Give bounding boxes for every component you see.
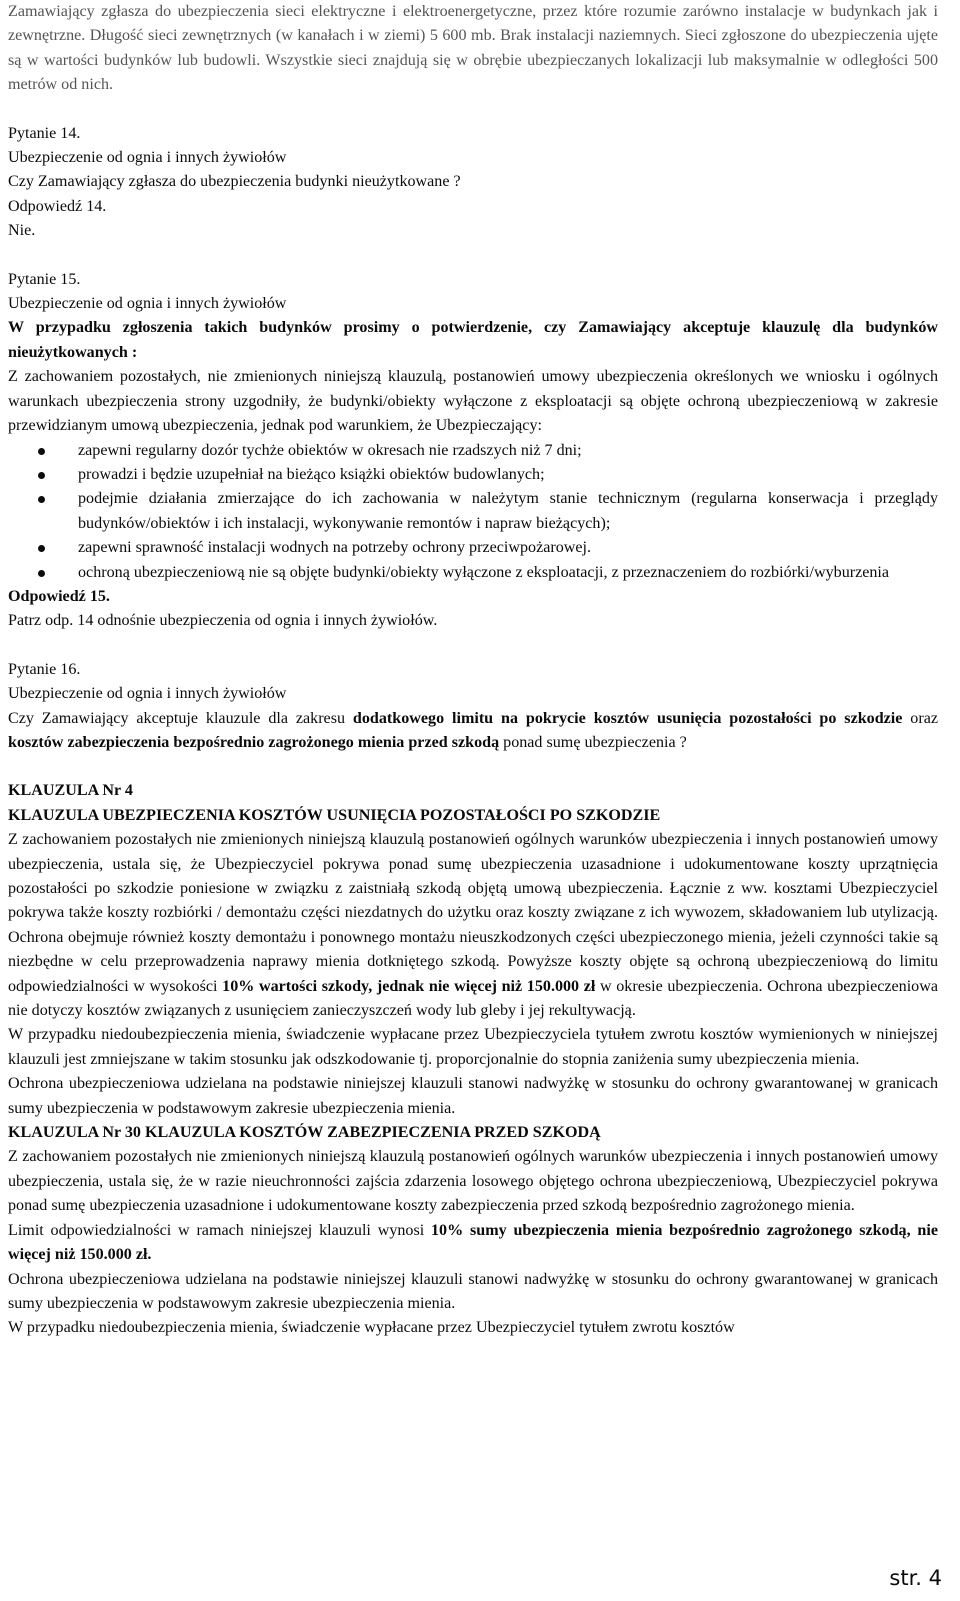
list-item: zapewni regularny dozór tychże obiektów w okresach nie rzadszych niż 7 dni; <box>78 439 938 463</box>
clause-title: KLAUZULA Nr 30 KLAUZULA KOSZTÓW ZABEZPIECZENIA PRZED SZKODĄ <box>8 1124 601 1142</box>
clause-30 <box>8 1121 938 1341</box>
clause-paragraph: W przypadku niedoubezpieczenia mienia, świadczenie wypłacane przez Ubezpieczyciel tytułem zwrotu kosztów <box>8 1319 735 1337</box>
text-run-bold: kosztów zabezpieczenia bezpośrednio zagrożonego mienia przed szkodą <box>8 733 500 751</box>
conditions-list <box>8 439 938 585</box>
spacer <box>8 755 938 779</box>
question-title: Pytanie 15. <box>8 270 81 288</box>
text-run: w okresie ubezpieczenia. Ochrona ubezpieczeniowa nie dotyczy kosztów związanych z usunięciem zanieczyszczeń wody lub gleby i jej rekultywacją. <box>8 977 938 1020</box>
text-run-bold: 10% wartości szkody, jednak nie więcej niż 150.000 zł <box>222 977 596 995</box>
question-15 <box>8 268 938 634</box>
page-number: str. 4 <box>889 1566 942 1590</box>
answer-text: Nie. <box>8 222 36 240</box>
clause-paragraph: Ochrona ubezpieczeniowa udzielana na podstawie niniejszej klauzuli stanowi nadwyżkę w stosunku do ochrony gwarantowanej w granicach sumy ubezpieczenia w podstawowym zakresie ubezpieczenia mienia. <box>8 1075 938 1117</box>
answer-title: Odpowiedź 14. <box>8 197 107 215</box>
question-title: Pytanie 16. <box>8 660 81 678</box>
question-text: W przypadku zgłoszenia takich budynków prosimy o potwierdzenie, czy Zamawiający akceptuje klauzulę dla budynków nieużytkowanych : <box>8 319 938 361</box>
text-run-bold: 10% sumy ubezpieczenia mienia bezpośrednio zagrożonego szkodą, nie więcej niż 150.000 zł. <box>8 1221 938 1264</box>
clause-paragraph: Ochrona ubezpieczeniowa udzielana na podstawie niniejszej klauzuli stanowi nadwyżkę w stosunku do ochrony gwarantowanej w granicach sumy ubezpieczenia w podstawowym zakresie ubezpieczenia mienia. <box>8 1270 938 1312</box>
spacer <box>8 634 938 658</box>
clause-paragraph: W przypadku niedoubezpieczenia mienia, świadczenie wypłacane przez Ubezpieczyciela tytułem zwrotu kosztów wymienionych w niniejszej klauzuli jest zmniejszane w takim stosunku jak odszkodowanie tj. proporcjonalnie do stopnia zaniżenia sumy ubezpieczenia mienia. <box>8 1026 938 1068</box>
text-run: oraz <box>902 709 939 727</box>
question-section: Ubezpieczenie od ognia i innych żywiołów <box>8 295 287 313</box>
question-14 <box>8 122 938 244</box>
list-item: prowadzi i będzie uzupełniał na bieżąco książki obiektów budowlanych; <box>78 463 938 487</box>
clause-number: KLAUZULA Nr 4 <box>8 782 133 800</box>
question-body: Z zachowaniem pozostałych, nie zmienionych niniejszą klauzulą, postanowień umowy ubezpieczenia określonych we wniosku i ogólnych warunkach ubezpieczenia strony uzgodniły, że budynki/obiekty wyłączone z eksploatacji są objęte ochroną ubezpieczeniową w zakresie przewidzianym umową ubezpieczenia, jednak pod warunkiem, że Ubezpieczający: <box>8 368 938 435</box>
list-item: ochroną ubezpieczeniową nie są objęte budynki/obiekty wyłączone z eksploatacji, z przeznaczeniem do rozbiórki/wyburzenia <box>78 561 938 585</box>
clause-paragraph <box>8 1219 938 1268</box>
question-title: Pytanie 14. <box>8 124 81 142</box>
list-item: podejmie działania zmierzające do ich zachowania w należytym stanie technicznym (regularna konserwacja i przeglądy budynków/obiektów i ich instalacji, wykonywanie remontów i napraw bieżących); <box>78 487 938 536</box>
question-text <box>8 707 938 756</box>
clause-title: KLAUZULA UBEZPIECZENIA KOSZTÓW USUNIĘCIA POZOSTAŁOŚCI PO SZKODZIE <box>8 806 661 824</box>
text-run: ponad sumę ubezpieczenia ? <box>499 733 687 751</box>
spacer <box>8 244 938 268</box>
question-16 <box>8 658 938 756</box>
text-run: Z zachowaniem pozostałych nie zmienionych niniejszą klauzulą postanowień ogólnych warunków ubezpieczenia i innych postanowień umowy ubezpieczenia, ustala się, że Ubezpieczyciel pokrywa ponad sumę ubezpieczenia uzasadnione i udokumentowane koszty uprzątnięcia pozostałości po szkodzie poniesione w związku z zaistniałą szkodą objętą umową ubezpieczenia. Łącznie z ww. kosztami Ubezpieczyciel pokrywa także koszty rozbiórki / demontażu części niezdatnych do użytku oraz koszty związane z ich wywozem, składowaniem lub utylizacją. Ochrona obejmuje również koszty demontażu i ponownego montażu nieuszkodzonych części ubezpieczonego mienia, jeżeli czynności takie są niezbędne w celu przeprowadzenia naprawy mienia dotkniętego szkodą. Powyższe koszty objęte są ochroną ubezpieczeniową do limitu odpowiedzialności w wysokości <box>8 831 938 995</box>
intro-paragraph: Zamawiający zgłasza do ubezpieczenia sieci elektryczne i elektroenergetyczne, przez które rozumie zarówno instalacje w budynkach jak i zewnętrzne. Długość sieci zewnętrznych (w kanałach i w ziemi) 5 600 mb. Brak instalacji naziemnych. Sieci zgłoszone do ubezpieczenia ujęte są w wartości budynków lub budowli. Wszystkie sieci znajdują się w obrębie ubezpieczanych lokalizacji lub maksymalnie w odległości 500 metrów od nich. <box>8 3 938 94</box>
text-run: Limit odpowiedzialności w ramach niniejszej klauzuli wynosi <box>8 1221 431 1239</box>
answer-text: Patrz odp. 14 odnośnie ubezpieczenia od ognia i innych żywiołów. <box>8 612 438 630</box>
question-text: Czy Zamawiający zgłasza do ubezpieczenia budynki nieużytkowane ? <box>8 173 461 191</box>
clause-paragraph: Z zachowaniem pozostałych nie zmienionych niniejszą klauzulą postanowień ogólnych warunków ubezpieczenia i innych postanowień umowy ubezpieczenia, ustala się, że w razie nieuchronności zajścia zdarzenia losowego objętego ochrona ubezpieczeniową, Ubezpieczyciel pokrywa ponad sumę ubezpieczenia uzasadnione i udokumentowane koszty zabezpieczenia przed szkodą bezpośrednio zagrożonego mienia. <box>8 1148 938 1215</box>
question-section: Ubezpieczenie od ognia i innych żywiołów <box>8 685 287 703</box>
answer-title: Odpowiedź 15. <box>8 587 110 605</box>
document-page <box>8 0 938 1341</box>
text-run-bold: dodatkowego limitu na pokrycie kosztów usunięcia pozostałości po szkodzie <box>352 709 903 727</box>
clause-paragraph <box>8 828 938 1023</box>
spacer <box>8 98 938 122</box>
question-section: Ubezpieczenie od ognia i innych żywiołów <box>8 149 287 167</box>
text-run: Czy Zamawiający akceptuje klauzule dla zakresu <box>8 709 353 727</box>
clause-4 <box>8 779 938 1121</box>
list-item: zapewni sprawność instalacji wodnych na potrzeby ochrony przeciwpożarowej. <box>78 536 938 560</box>
